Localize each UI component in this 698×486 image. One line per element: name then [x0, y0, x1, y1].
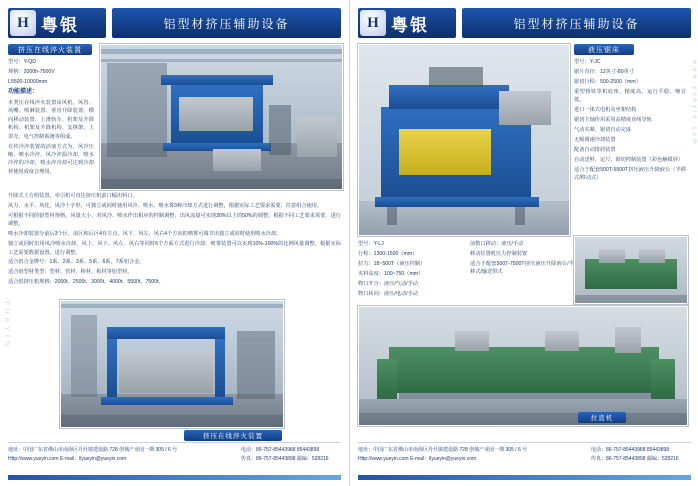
- r-bullet-9: 自动送料、定尺、锯切控制装置（彩色触摸屏）: [574, 156, 683, 163]
- para-9: 适合铝挤压机规格：2000t、2500t、3000t、4000t、5500t、7500t。: [8, 279, 164, 286]
- right-page: [349, 0, 698, 486]
- sl-5: 物口转向：液压/电动/手动: [358, 290, 418, 297]
- spec-2: L5500-10000mm: [8, 78, 48, 85]
- left-spec-list: [8, 58, 94, 178]
- r-bullet-3: 重型铸铁等机底座、精度高、运行平稳、噪音低。: [574, 88, 686, 104]
- footer-address-r: 地址：中国广东省佛山市南海区丹灶镇建设路 728 创城产业园一期 305 / 6 号: [358, 447, 528, 453]
- sl-1: 行程：1300-1500（mm）: [358, 250, 418, 257]
- para-8: 适合铝型材类型：型材、管材、棒材、板材等铝型材。: [8, 269, 133, 276]
- para-3: 风力、水平、风化、风冷十字形，可独立或同时使用风冷、喷水、喷水雾3种冷却方式进行调整，根据实际工艺要求需要、任意组合使用。: [8, 202, 323, 209]
- sl-3: 夹料高度：100~750（mm）: [358, 270, 424, 277]
- para-5: 喷水冷却装置分前后3个区，前区和后区4有方点、风下、风左、风右4个方向的喷雾可调节出独立或同时使用喷水冷却。: [8, 231, 282, 238]
- logo-text: 粤银: [41, 15, 79, 36]
- footer-website-r: Http://www.yueyin.com E-mail：llyueyin@yueyin.com: [358, 455, 477, 462]
- header-title-right: 铝型材挤压辅助设备: [462, 8, 691, 38]
- footer-website: Http://www.yueyin.com E-mail：llyueyin@yueyin.com: [8, 455, 127, 462]
- r-bullet-4: 进口一体式电机及坐架结构: [574, 107, 637, 114]
- para-7: 适合铝合金牌号：1系、2系、3系、5系、6系、7系铝合金。: [8, 259, 145, 266]
- sr-2: 适合于配套500T-7500T挤压液压升降液台/半移式/输送带式: [470, 260, 574, 276]
- footer-tel: 电话：86-757-85443988 85443898: [241, 447, 320, 453]
- r-bullet-10: 适合于配套500T-5500T挤压液压升降液台（半移式/移动式）: [574, 166, 686, 182]
- footer-colorbar-r: [358, 475, 691, 480]
- left-body-text: [8, 192, 341, 288]
- r-bullet-8: 配备自动排屑装置: [574, 146, 616, 153]
- footer-fax-r: 传真：86-757-85443898 邮编：528216: [591, 455, 679, 462]
- spec-0: 型号：Y-QD: [8, 59, 37, 65]
- para-1: 在传冷淬装置的活塞方式为，风冷压缩、喷水冷淬。风冷淬温冷却，喷水冷淬的冷却，喷水淬冷却可达到冷却材使用成度合理用。: [8, 143, 94, 175]
- left-photo-caption: 挤压在线淬火装置: [184, 430, 282, 441]
- footer-fax: 传真：86-757-85443898 邮编：528216: [241, 455, 329, 462]
- para-0: 本类压在线淬火装置由风机、风管、风嘴、喷淋装置、垂直升降装置、横向移动装置、上滑轨车、机架及升降机构、机架及升降机构、支撑架、上罩壳、电气控制系统等组成。: [8, 99, 94, 140]
- right-photo-mid: [574, 236, 688, 304]
- sl-4: 物口开合：液压/气动/手动: [358, 280, 418, 287]
- right-header: [358, 8, 691, 38]
- para-4: 可根据不同的铝型材规格，风量大小，对风冷、喷水作出相应的控制调整，出风流量可实现30%以上的50%的调整。根据不同工艺要求需要，进行调整。: [8, 212, 341, 228]
- left-photo-bottom: [60, 300, 284, 428]
- right-sub-list-right: [470, 240, 574, 278]
- r-bullet-1: 锯片直径：12英寸-80英寸: [574, 68, 634, 75]
- logo-mark-icon: H: [10, 10, 36, 36]
- right-section-title: 液压锯床: [574, 44, 634, 55]
- right-photo-bottom: [358, 306, 688, 426]
- r-bullet-7: 无级调速冷却装置: [574, 136, 616, 143]
- r-bullet-0: 型号：Y-JC: [574, 59, 601, 65]
- feature-title: 功能描述：: [8, 88, 39, 95]
- left-footer: [8, 442, 341, 480]
- right-sub-list-left: [358, 240, 462, 300]
- right-side-text: www.yueyin.com: [691, 60, 697, 147]
- company-logo-right: [358, 8, 456, 38]
- left-watermark: YUEYIN: [3, 300, 10, 351]
- logo-mark-icon-right: H: [360, 10, 386, 36]
- company-logo: [8, 8, 106, 38]
- left-header: [8, 8, 341, 38]
- sr-0: 前数口移动：液压/手动: [470, 241, 524, 247]
- spec-1: 规格：2000h-7500V: [8, 68, 55, 75]
- header-title: 铝型材挤压辅助设备: [112, 8, 341, 38]
- left-photo-top: [100, 44, 343, 190]
- right-footer: [358, 442, 691, 480]
- r-bullet-2: 锯切行程：500-2500（mm）: [574, 78, 641, 85]
- para-6: 独立或同时出用风冷喷水冷却，风上、风下、风左、风右等同时6个方面方式进行冷却，喷雾装置可以实现10%-100%的比例风量调整，根据实际工艺需要数据设置，进行调整。: [8, 241, 341, 256]
- left-section-title: 挤压在线淬火装置: [8, 44, 92, 55]
- r-bullet-5: 锯切主轴传用采用高精度直线导轨: [574, 117, 652, 124]
- sl-0: 型号：Y-LJ: [358, 241, 384, 247]
- footer-address: 地址：中国广东省佛山市南海区丹灶镇建设路 728 创城产业园一期 305 / 6 号: [8, 447, 178, 453]
- para-2: 升降式上方组装置，牵引机可直达挤压机前口幅出料口。: [8, 193, 138, 199]
- right-photo-top: [358, 44, 570, 236]
- right-photo-caption: 拉直机: [578, 412, 626, 423]
- footer-colorbar: [8, 475, 341, 480]
- r-bullet-6: 气动夹紧、锯切自动完成: [574, 126, 632, 133]
- logo-text-right: 粤银: [391, 15, 429, 36]
- footer-tel-r: 电话：86-757-85443988 85443898: [591, 447, 670, 453]
- sl-2: 拉力：18~500T（液压控制）: [358, 260, 426, 267]
- right-bullet-list: [574, 58, 686, 184]
- sr-1: 移动位置机压力控制装置: [470, 250, 528, 257]
